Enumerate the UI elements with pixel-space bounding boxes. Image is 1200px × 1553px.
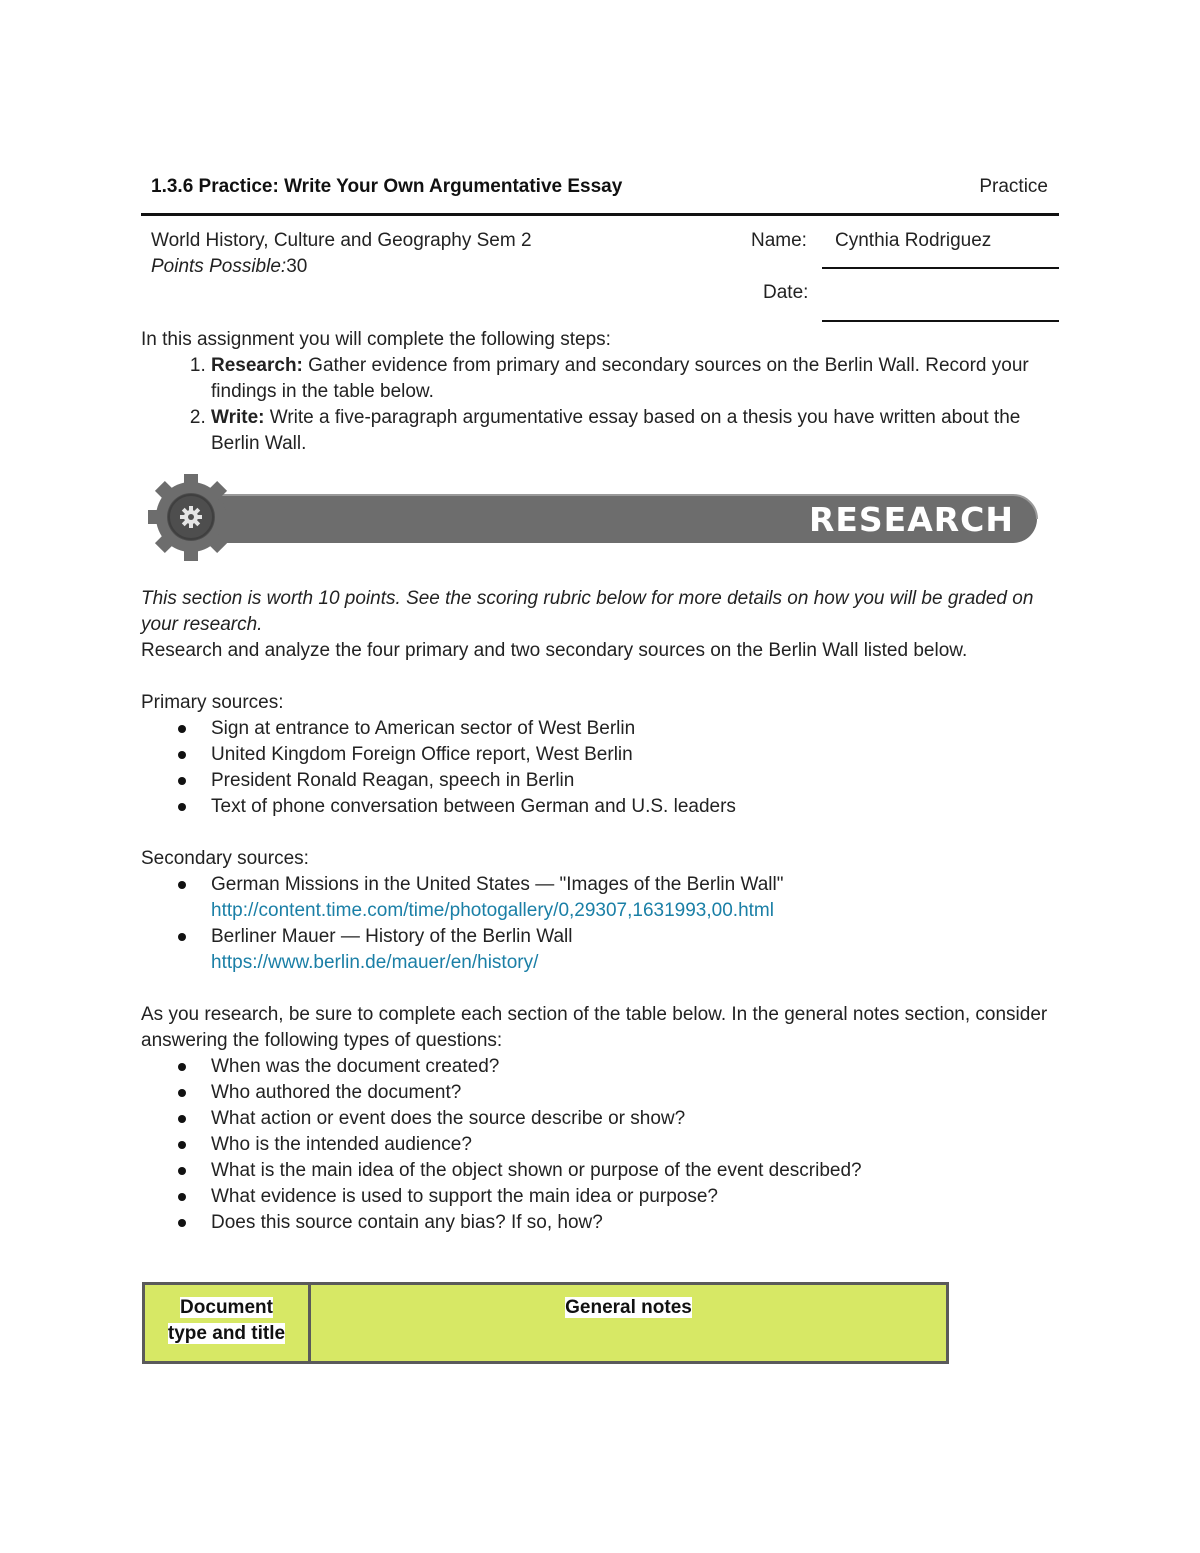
header-doc-line2: type and title [167,1323,286,1344]
research-instruction: Research and analyze the four primary and two secondary sources on the Berlin Wall listed below. [141,640,968,661]
header-notes-label: General notes [565,1297,692,1318]
list-item: Text of phone conversation between German and U.S. leaders [211,794,1061,820]
gear-icon [148,474,235,561]
step-item: 1. Research: Gather evidence from primary and secondary sources on the Berlin Wall. Record your findings in the table below. [211,353,1041,405]
date-label: Date: [763,282,809,303]
list-item: When was the document created? [211,1054,1061,1080]
table-header-notes [310,1284,948,1363]
assignment-title: 1.3.6 Practice: Write Your Own Argumentative Essay [151,176,623,197]
list-item: Does this source contain any bias? If so, how? [211,1210,1061,1236]
date-field[interactable] [822,320,1059,322]
worth-note: This section is worth 10 points. See the scoring rubric below for more details on how you will be graded on your research. [141,588,1034,635]
list-item: President Ronald Reagan, speech in Berlin [211,768,1061,794]
source-link[interactable]: http://content.time.com/time/photogallery/0,29307,1631993,00.html [211,900,774,921]
research-section [141,586,1061,1236]
research-banner [148,474,1058,564]
source-link[interactable]: https://www.berlin.de/mauer/en/history/ [211,952,539,973]
list-item: What evidence is used to support the main idea or purpose? [211,1184,1061,1210]
list-item: Sign at entrance to American sector of West Berlin [211,716,1061,742]
points-value: 30 [286,256,308,277]
list-item: Who authored the document? [211,1080,1061,1106]
doc-type-label: Practice [979,176,1048,197]
steps-list [141,353,1041,457]
primary-list [141,716,1061,820]
questions-list [141,1054,1061,1236]
list-item: Who is the intended audience? [211,1132,1061,1158]
course-name: World History, Culture and Geography Sem 2 [151,230,532,251]
list-item: What is the main idea of the object shown or purpose of the event described? [211,1158,1061,1184]
secondary-title: German Missions in the United States — "Images of the Berlin Wall" [211,874,784,895]
step-item: 2. Write: Write a five-paragraph argumentative essay based on a thesis you have written about the Berlin Wall. [211,405,1041,457]
research-table [142,1282,949,1364]
secondary-list [141,872,1061,976]
secondary-title: Berliner Mauer — History of the Berlin Wall [211,926,573,947]
intro-lead: In this assignment you will complete the following steps: [141,329,611,350]
points-label: Points Possible: [151,256,287,277]
name-underline [822,267,1059,269]
list-item [211,924,1061,976]
secondary-heading: Secondary sources: [141,848,309,869]
table-header-document [144,1284,310,1363]
points-possible [151,256,307,278]
name-label: Name: [751,230,807,251]
header-doc-line1: Document [180,1297,273,1318]
name-field[interactable]: Cynthia Rodriguez [835,230,992,251]
list-item: United Kingdom Foreign Office report, West Berlin [211,742,1061,768]
header-divider [141,213,1059,216]
banner-label: RESEARCH [808,500,1014,539]
primary-heading: Primary sources: [141,692,284,713]
list-item: What action or event does the source describe or show? [211,1106,1061,1132]
list-item [211,872,1061,924]
questions-intro: As you research, be sure to complete each section of the table below. In the general notes section, consider answering the following types of questions: [141,1004,1048,1051]
intro-section [141,327,1041,457]
